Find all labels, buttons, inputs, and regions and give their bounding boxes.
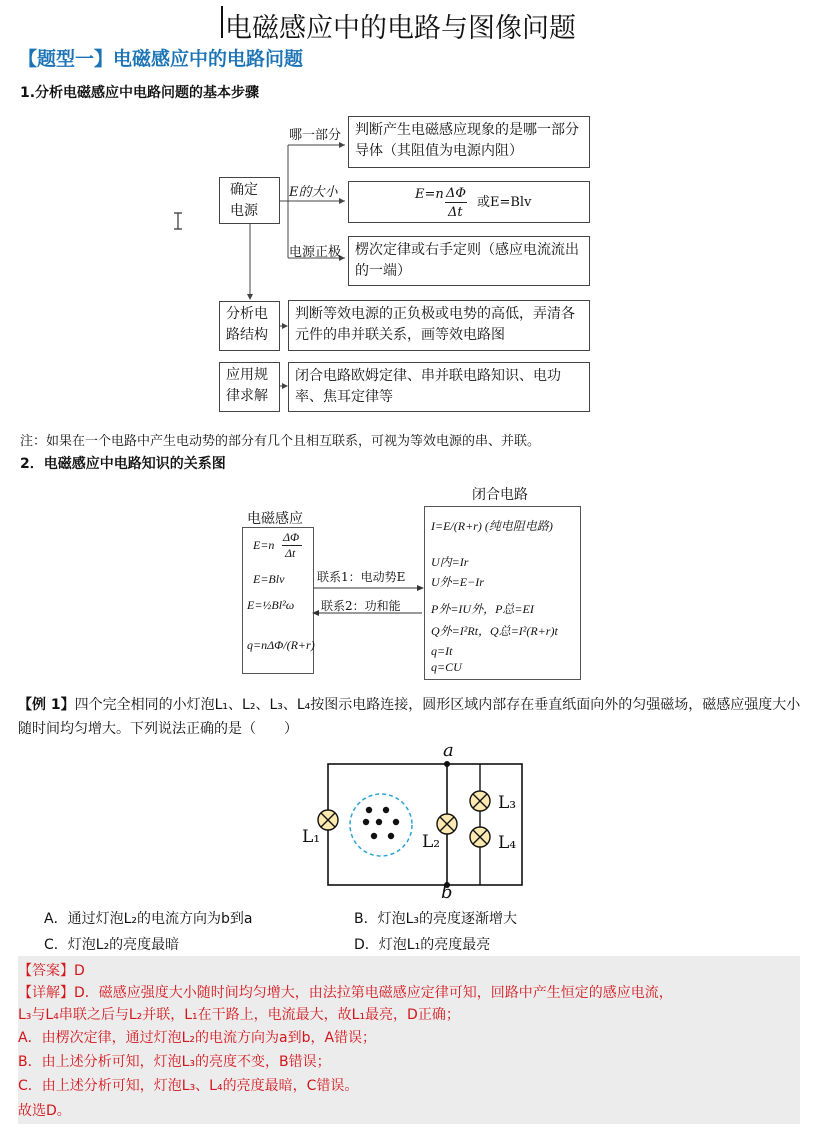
option-c: C．灯泡L₂的亮度最暗 xyxy=(44,937,180,953)
circuit-diagram xyxy=(290,740,530,905)
example-question xyxy=(18,693,808,741)
example-tag: 【例 1】 xyxy=(18,697,75,713)
left-formula-4: q=nΔΦ/(R+r) xyxy=(247,638,315,652)
flow-box-analyze: 分析电路结构 xyxy=(219,301,280,351)
detail-line-6: 故选D。 xyxy=(18,1103,71,1119)
circuit-label-l3: L₃ xyxy=(498,793,517,813)
left-formula-1: E=n xyxy=(253,538,275,552)
note-text: 注：如果在一个电路中产生电动势的部分有几个且相互联系，可视为等效电源的串、并联。 xyxy=(20,434,541,449)
circuit-label-b: b xyxy=(441,882,453,903)
flow-text-emf xyxy=(348,181,590,223)
option-d: D．灯泡L₁的亮度最亮 xyxy=(354,937,491,953)
circuit-label-l2: L₂ xyxy=(422,832,441,852)
relation-left-box xyxy=(242,527,314,674)
flow-box-apply: 应用规律求解 xyxy=(219,362,280,412)
relation-link1: 联系1：电动势E xyxy=(317,570,406,584)
page-title: 电磁感应中的电路与图像问题 xyxy=(225,13,576,44)
right-formula-6: q=It xyxy=(431,644,453,658)
emf-frac-den: Δt xyxy=(448,205,463,220)
option-b: B．灯泡L₃的亮度逐渐增大 xyxy=(354,911,518,927)
flow-text-part: 判断产生电磁感应现象的是哪一部分导体（其阻值为电源内阻） xyxy=(348,116,590,168)
left-formula-2: E=Blv xyxy=(253,572,285,586)
relation-left-title: 电磁感应 xyxy=(247,511,303,527)
option-a: A．通过灯泡L₂的电流方向为b到a xyxy=(44,911,253,927)
emf-lhs: E=n xyxy=(415,187,444,202)
detail-line-3: A．由楞次定律，通过灯泡L₂的电流方向为a到b，A错误； xyxy=(18,1030,377,1046)
right-formula-2: U内=Ir xyxy=(431,555,469,569)
flow-box-source: 确定电源 xyxy=(219,177,280,224)
step2-heading: 2．电磁感应中电路知识的关系图 xyxy=(20,456,226,472)
detail-line-1: 【详解】D．磁感应强度大小随时间均匀增大，由法拉第电磁感应定律可知，回路中产生恒定的感应电流， xyxy=(18,985,673,1001)
label-emf: E的大小 xyxy=(289,185,338,200)
right-formula-3: U外=E−Ir xyxy=(431,575,484,589)
right-formula-4: P外=IU外，P总=EI xyxy=(431,602,534,616)
flow-text-analyze: 判断等效电源的正负极或电势的高低，弄清各元件的串并联关系，画等效电路图 xyxy=(288,300,590,351)
relation-link2: 联系2：功和能 xyxy=(321,599,401,613)
circuit-label-a: a xyxy=(443,740,454,761)
left-formula-1-num: ΔΦ xyxy=(283,530,300,544)
label-part: 哪一部分 xyxy=(289,128,342,143)
right-formula-7: q=CU xyxy=(431,660,462,674)
flow-text-apply: 闭合电路欧姆定律、串并联电路知识、电功率、焦耳定律等 xyxy=(288,362,590,412)
flow-text-pole: 楞次定律或右手定则（感应电流流出的一端） xyxy=(348,236,590,286)
left-formula-3: E=½Bl²ω xyxy=(247,598,295,612)
label-pole: 电源正极 xyxy=(289,245,342,260)
detail-line-2: L₃与L₄串联之后与L₂并联，L₁在干路上，电流最大，故L₁最亮，D正确； xyxy=(18,1007,460,1023)
detail-line-4: B．由上述分析可知，灯泡L₃的亮度不变，B错误； xyxy=(18,1054,331,1070)
step1-heading: 1.分析电磁感应中电路问题的基本步骤 xyxy=(20,85,260,101)
circuit-label-l4: L₄ xyxy=(498,833,517,853)
section-heading: 【题型一】电磁感应中的电路问题 xyxy=(18,48,304,70)
emf-frac-num: ΔΦ xyxy=(446,186,467,201)
circuit-label-l1: L₁ xyxy=(302,827,321,847)
detail-line-5: C．由上述分析可知，灯泡L₃、L₄的亮度最暗，C错误。 xyxy=(18,1078,359,1094)
relation-right-box xyxy=(424,506,581,680)
relation-right-title: 闭合电路 xyxy=(472,487,528,503)
answer-line: 【答案】D xyxy=(18,963,85,979)
example-question-text: 四个完全相同的小灯泡L₁、L₂、L₃、L₄按图示电路连接，圆形区域内部存在垂直纸面向外的匀强磁场，磁感应强度大小随时间均匀增大。下列说法正确的是（ ） xyxy=(18,697,801,737)
right-formula-1: I=E/(R+r) (纯电阻电路) xyxy=(431,519,553,533)
emf-or: 或E=Blv xyxy=(477,195,532,210)
left-formula-1-den: Δt xyxy=(285,546,296,560)
right-formula-5: Q外=I²Rt，Q总=I²(R+r)t xyxy=(431,624,558,638)
